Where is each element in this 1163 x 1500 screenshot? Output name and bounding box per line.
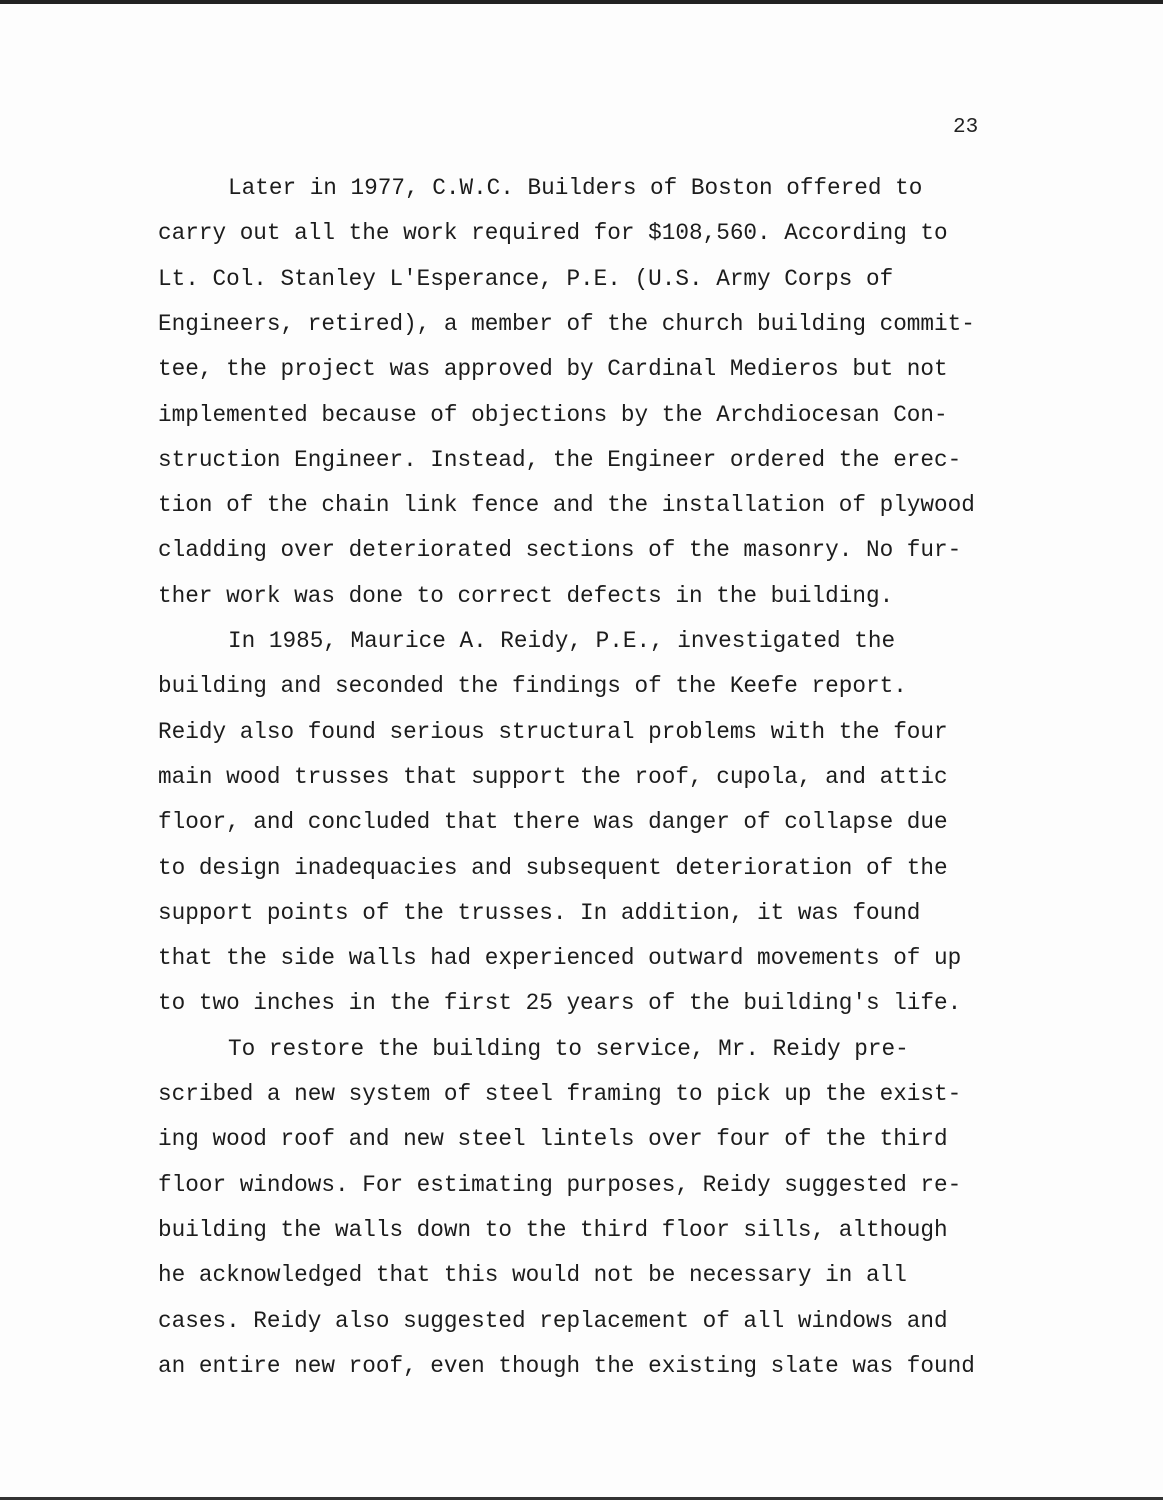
paragraph-line: an entire new roof, even though the existing slate was found	[158, 1352, 975, 1379]
paragraph-line: building and seconded the findings of the Keefe report.	[158, 673, 907, 700]
paragraph-line: support points of the trusses. In addition, it was found	[158, 899, 921, 926]
paragraph-line: tee, the project was approved by Cardinal Medieros but not	[158, 356, 948, 383]
paragraph-first-line: To restore the building to service, Mr. Reidy pre-	[228, 1035, 909, 1062]
paragraph-line: building the walls down to the third floor sills, although	[158, 1216, 948, 1243]
paragraph-line: cases. Reidy also suggested replacement of all windows and	[158, 1307, 948, 1334]
paragraph-line: struction Engineer. Instead, the Engineer ordered the erec-	[158, 446, 962, 473]
paragraph-line: he acknowledged that this would not be necessary in all	[158, 1262, 907, 1289]
paragraph-line: ther work was done to correct defects in the building.	[158, 582, 894, 609]
paragraph-line: Reidy also found serious structural problems with the four	[158, 718, 948, 745]
paragraph-line: cladding over deteriorated sections of the masonry. No fur-	[158, 537, 962, 564]
paragraph-line: scribed a new system of steel framing to pick up the exist-	[158, 1081, 962, 1107]
paragraph-line: main wood trusses that support the roof, cupola, and attic	[158, 763, 948, 790]
scan-edge-top	[0, 0, 1163, 4]
paragraph-first-line: Later in 1977, C.W.C. Builders of Boston offered to	[228, 175, 923, 201]
page-number: 23	[953, 116, 979, 139]
paragraph-line: to design inadequacies and subsequent deterioration of the	[158, 854, 948, 881]
paragraph-first-line: In 1985, Maurice A. Reidy, P.E., investigated the	[228, 628, 896, 654]
paragraph-line: floor windows. For estimating purposes, Reidy suggested re-	[158, 1171, 962, 1198]
paragraph-line: to two inches in the first 25 years of the building's life.	[158, 990, 962, 1017]
paragraph-line: floor, and concluded that there was danger of collapse due	[158, 809, 948, 836]
paragraph-line: tion of the chain link fence and the installation of plywood	[158, 492, 975, 519]
paragraph-line: carry out all the work required for $108,560. According to	[158, 220, 948, 247]
paragraph-line: implemented because of objections by the Archdiocesan Con-	[158, 401, 948, 428]
paragraph-line: Lt. Col. Stanley L'Esperance, P.E. (U.S. Army Corps of	[158, 265, 894, 292]
paragraph-line: ing wood roof and new steel lintels over four of the third	[158, 1126, 948, 1153]
paragraph-line: that the side walls had experienced outward movements of up	[158, 945, 962, 972]
paragraph-line: Engineers, retired), a member of the church building commit-	[158, 310, 975, 337]
